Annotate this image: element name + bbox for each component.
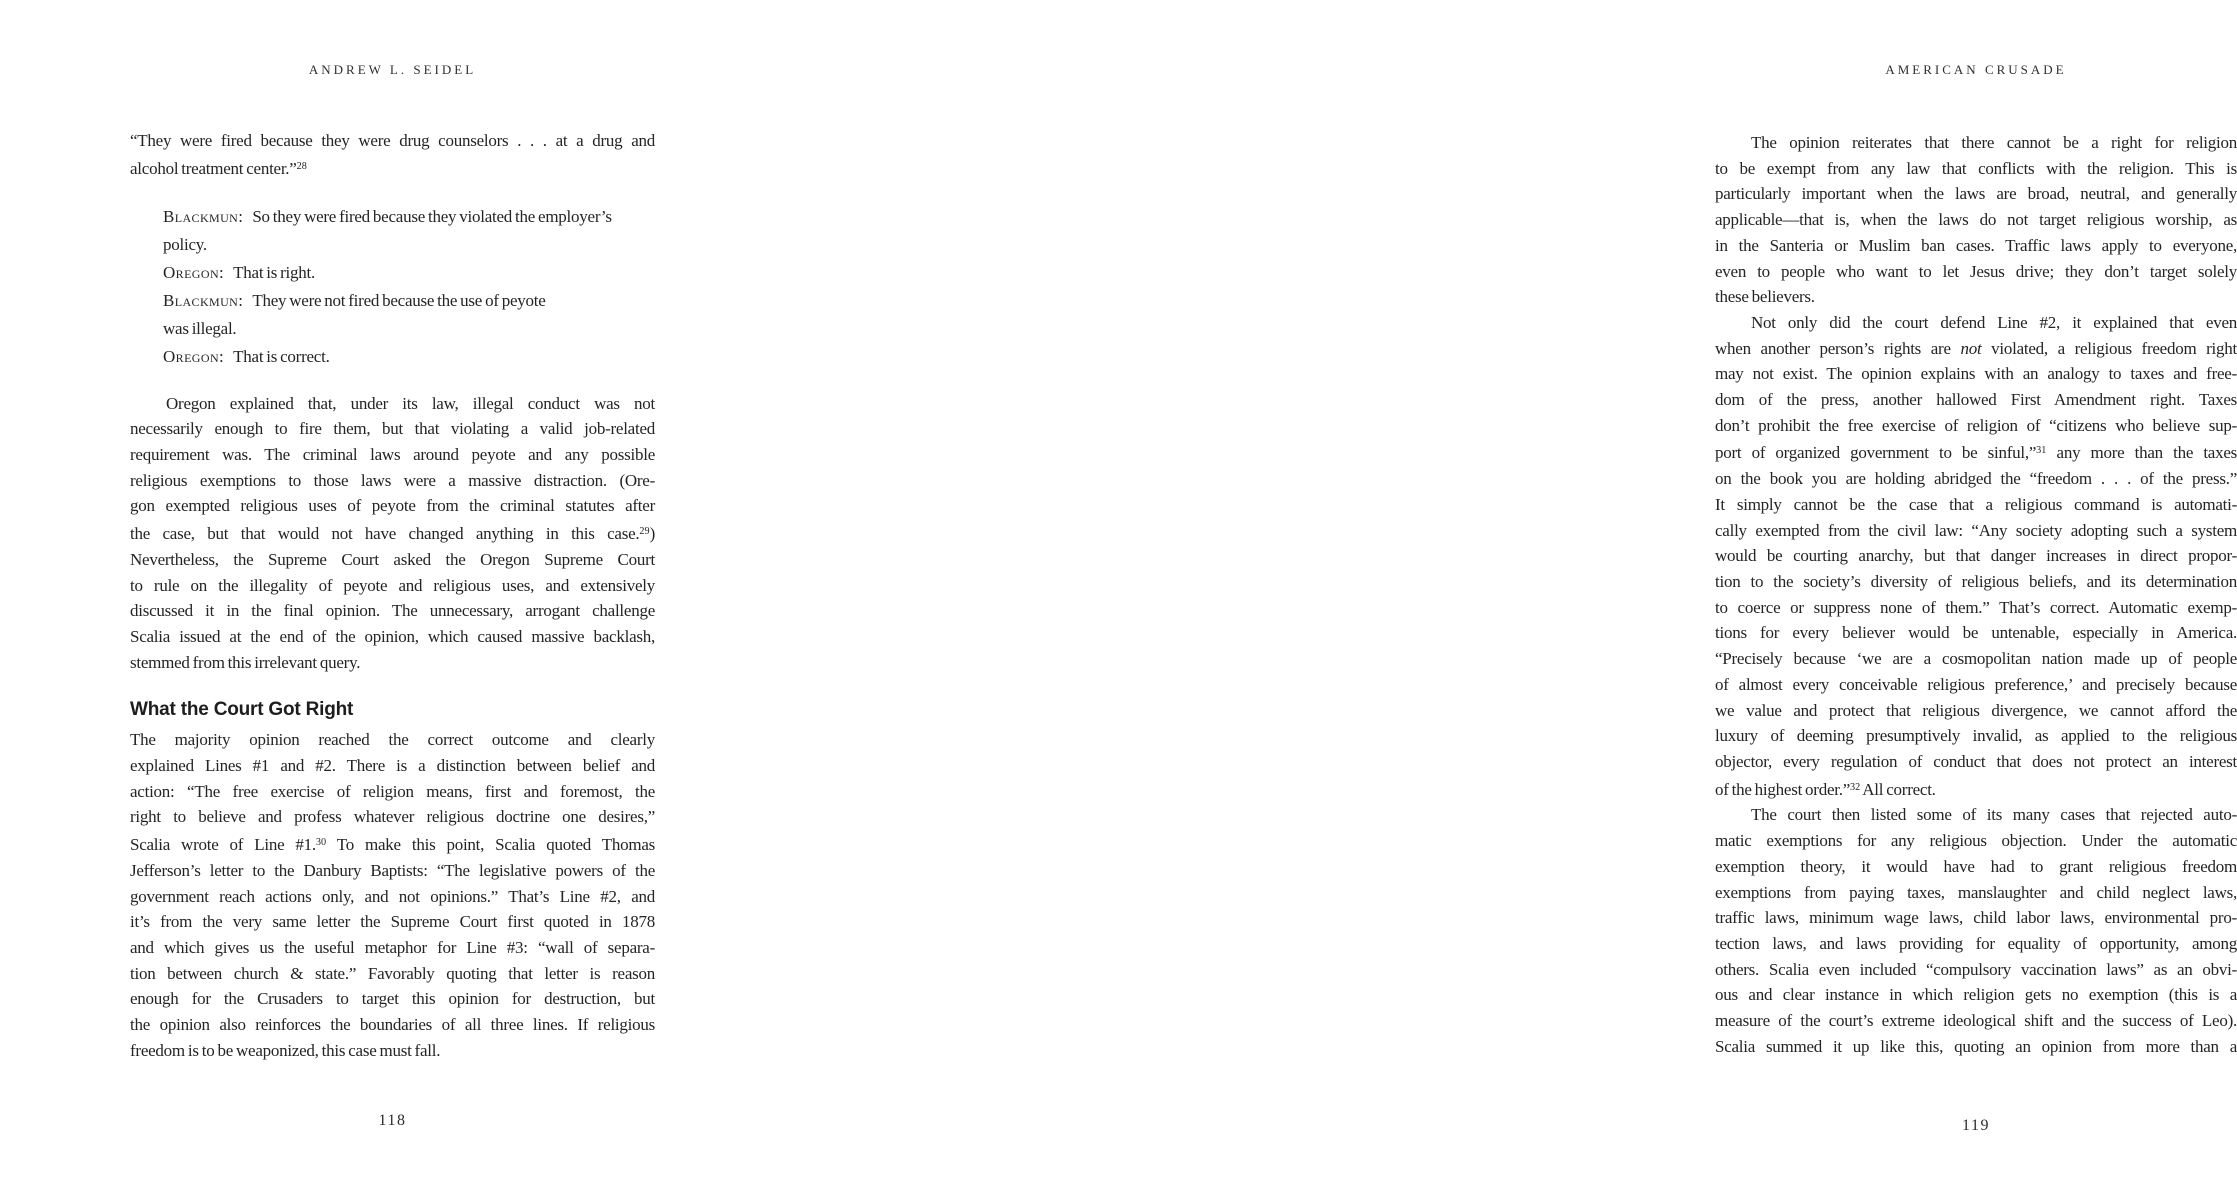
text-line xyxy=(1715,957,2237,983)
text-line xyxy=(130,727,655,753)
text-segment: It simply cannot be the case that a religious command is automati- xyxy=(1715,494,2237,514)
footnote-reference: 28 xyxy=(296,160,307,172)
page-number-right: 119 xyxy=(1962,1117,1990,1134)
text-segment: tion between church & state.” Favorably quoting that letter is reason xyxy=(130,963,655,983)
text-segment: tions for every believer would be untenable, especially in America. xyxy=(1715,623,2237,643)
text-line xyxy=(1715,284,2237,310)
text-line xyxy=(1715,749,2237,775)
text-line xyxy=(130,909,655,935)
speaker-name: Blackmun: xyxy=(163,290,244,310)
speaker-name: Oregon: xyxy=(163,346,225,366)
page-left-body xyxy=(130,128,655,1064)
footnote-reference: 30 xyxy=(315,837,327,849)
paragraph xyxy=(1715,130,2237,310)
text-line xyxy=(1715,775,2237,803)
text-segment: the opinion also reinforces the boundaries of all three lines. If religious xyxy=(130,1015,655,1035)
text-segment: enough for the Crusaders to target this opinion for destruction, but xyxy=(130,989,655,1009)
text-line xyxy=(1715,233,2237,259)
text-line xyxy=(1715,620,2237,646)
footnote-reference: 29 xyxy=(639,526,650,538)
text-line xyxy=(1715,905,2237,931)
text-line xyxy=(130,961,655,987)
text-line xyxy=(1715,982,2237,1008)
text-segment: tion to the society’s diversity of religious beliefs, and its determination xyxy=(1715,572,2237,592)
page-number-left: 118 xyxy=(378,1112,407,1129)
text-line xyxy=(130,804,655,830)
text-segment: The court then listed some of its many cases that rejected auto- xyxy=(1751,805,2237,825)
text-line xyxy=(130,573,655,599)
text-line xyxy=(163,259,655,287)
text-segment: stemmed from this irrelevant query. xyxy=(130,652,361,672)
text-segment: particularly important when the laws are broad, neutral, and generally xyxy=(1715,184,2237,204)
text-line xyxy=(1715,387,2237,413)
text-segment: So they were fired because they violated the employer’s xyxy=(252,206,612,226)
text-line xyxy=(130,1012,655,1038)
text-line xyxy=(163,287,655,315)
text-line xyxy=(130,154,655,182)
text-segment: even to people who want to let Jesus drive; they don’t target solely xyxy=(1715,261,2237,281)
text-segment: To make this point, Scalia quoted Thomas xyxy=(326,835,655,855)
text-line xyxy=(130,858,655,884)
text-segment: in the Santeria or Muslim ban cases. Traffic laws apply to everyone, xyxy=(1715,235,2237,255)
running-head-author: ANDREW L. SEIDEL xyxy=(308,62,477,77)
text-segment: government reach actions only, and not opinions.” That’s Line #2, and xyxy=(130,886,655,906)
text-line xyxy=(1715,802,2237,828)
text-line xyxy=(1715,931,2237,957)
text-segment: may not exist. The opinion explains with an analogy to taxes and free- xyxy=(1715,364,2237,384)
text-line xyxy=(1715,1008,2237,1034)
speaker-name: Blackmun: xyxy=(163,206,244,226)
text-segment: explained Lines #1 and #2. There is a distinction between belief and xyxy=(130,756,655,776)
text-segment: right to believe and profess whatever religious doctrine one desires,” xyxy=(130,807,655,827)
text-line xyxy=(1715,698,2237,724)
text-segment: Nevertheless, the Supreme Court asked the Oregon Supreme Court xyxy=(130,549,655,569)
text-segment: Oregon explained that, under its law, illegal conduct was not xyxy=(166,393,655,413)
text-segment: The majority opinion reached the correct outcome and clearly xyxy=(130,730,655,750)
text-line xyxy=(1715,880,2237,906)
text-line xyxy=(130,468,655,494)
text-line xyxy=(1715,672,2237,698)
text-line xyxy=(1715,854,2237,880)
text-line xyxy=(1715,156,2237,182)
paragraph xyxy=(130,128,655,182)
text-line xyxy=(1715,569,2237,595)
text-segment: we value and protect that religious divergence, we cannot afford the xyxy=(1715,700,2237,720)
text-line xyxy=(130,598,655,624)
text-segment: dom of the press, another hallowed First Amendment right. Taxes xyxy=(1715,390,2237,410)
text-segment: and which gives us the useful metaphor for Line #3: “wall of separa- xyxy=(130,938,655,958)
page-left xyxy=(0,0,800,1200)
text-line xyxy=(1715,466,2237,492)
paragraph xyxy=(1715,802,2237,1059)
text-line xyxy=(130,391,655,417)
text-line xyxy=(130,1038,655,1064)
text-line xyxy=(130,986,655,1012)
text-segment: gon exempted religious uses of peyote from the criminal statutes after xyxy=(130,496,655,516)
text-segment: cally exempted from the civil law: “Any society adopting such a system xyxy=(1715,520,2237,540)
text-segment: traffic laws, minimum wage laws, child labor laws, environmental pro- xyxy=(1715,908,2237,928)
text-segment: measure of the court’s extreme ideological shift and the success of Leo). xyxy=(1715,1011,2237,1031)
text-segment: on the book you are holding abridged the “freedom . . . of the press.” xyxy=(1715,469,2237,489)
text-line xyxy=(130,519,655,547)
text-segment: action: “The free exercise of religion means, first and foremost, the xyxy=(130,781,655,801)
text-segment: objector, every regulation of conduct that does not protect an interest xyxy=(1715,751,2237,771)
text-line xyxy=(1715,336,2237,362)
text-segment: “Precisely because ‘we are a cosmopolitan nation made up of people xyxy=(1715,649,2237,669)
text-segment: ous and clear instance in which religion gets no exemption (this is a xyxy=(1715,985,2237,1005)
text-line xyxy=(1715,723,2237,749)
text-line xyxy=(1715,828,2237,854)
text-segment: applicable—that is, when the laws do not target religious worship, as xyxy=(1715,210,2237,230)
text-line xyxy=(130,442,655,468)
text-line xyxy=(1715,492,2237,518)
text-line xyxy=(130,650,655,676)
text-segment: luxury of deeming presumptively invalid, as applied to the religious xyxy=(1715,726,2237,746)
text-segment: tection laws, and laws providing for equality of opportunity, among xyxy=(1715,933,2237,953)
text-line xyxy=(130,830,655,858)
text-line xyxy=(163,343,655,371)
text-line xyxy=(1715,310,2237,336)
text-segment: freedom is to be weaponized, this case must fall. xyxy=(130,1040,441,1060)
text-segment: All correct. xyxy=(1860,779,1936,799)
text-line xyxy=(130,935,655,961)
text-segment: ) xyxy=(649,524,655,544)
text-segment: They were not fired because the use of peyote xyxy=(252,290,546,310)
text-segment: That is correct. xyxy=(233,346,330,366)
text-segment: when another person’s rights are xyxy=(1715,338,1961,358)
text-segment: Jefferson’s letter to the Danbury Baptists: “The legislative powers of the xyxy=(130,860,655,880)
text-line xyxy=(1715,646,2237,672)
paragraph xyxy=(130,727,655,1063)
page-right xyxy=(800,0,2237,1200)
footnote-reference: 32 xyxy=(1850,781,1861,793)
text-segment: don’t prohibit the free exercise of religion of “citizens who believe sup- xyxy=(1715,415,2237,435)
text-line xyxy=(163,315,655,343)
text-segment: matic exemptions for any religious objection. Under the automatic xyxy=(1715,831,2237,851)
text-line xyxy=(1715,130,2237,156)
text-segment: alcohol treatment center.” xyxy=(130,158,297,178)
text-segment: That is right. xyxy=(233,262,315,282)
text-segment: would be courting anarchy, but that danger increases in direct propor- xyxy=(1715,546,2237,566)
text-segment: to rule on the illegality of peyote and religious uses, and extensively xyxy=(130,575,655,595)
text-line xyxy=(130,416,655,442)
text-line xyxy=(1715,1034,2237,1060)
running-head-title: AMERICAN CRUSADE xyxy=(1885,62,2067,77)
text-segment: exemptions from paying taxes, manslaughter and child neglect laws, xyxy=(1715,882,2237,902)
text-line xyxy=(1715,207,2237,233)
text-line xyxy=(130,128,655,154)
text-segment: Scalia wrote of Line #1. xyxy=(130,835,316,855)
text-line xyxy=(1715,361,2237,387)
text-line xyxy=(1715,181,2237,207)
text-segment: of almost every conceivable religious preference,’ and precisely because xyxy=(1715,674,2237,694)
text-segment: the case, but that would not have changed anything in this case. xyxy=(130,524,640,544)
text-segment: was illegal. xyxy=(163,318,237,338)
text-segment: these believers. xyxy=(1715,287,1815,307)
text-segment: Not only did the court defend Line #2, it explained that even xyxy=(1751,312,2237,332)
text-line xyxy=(130,547,655,573)
text-segment: policy. xyxy=(163,234,207,254)
text-line xyxy=(1715,438,2237,466)
text-segment: Scalia summed it up like this, quoting an opinion from more than a xyxy=(1715,1036,2237,1056)
text-segment: port of organized government to be sinful,” xyxy=(1715,443,2037,463)
text-segment: to be exempt from any law that conflicts with the religion. This is xyxy=(1715,158,2237,178)
text-segment: “They were fired because they were drug counselors . . . at a drug and xyxy=(130,131,655,150)
text-line xyxy=(1715,518,2237,544)
text-line xyxy=(163,231,655,259)
text-line xyxy=(1715,259,2237,285)
text-segment: violated, a religious freedom right xyxy=(1981,338,2237,358)
text-line xyxy=(130,493,655,519)
page-right-body xyxy=(1715,130,2237,1060)
text-line xyxy=(1715,595,2237,621)
text-segment: Scalia issued at the end of the opinion, which caused massive backlash, xyxy=(130,626,655,646)
speaker-name: Oregon: xyxy=(163,262,225,282)
text-segment: others. Scalia even included “compulsory vaccination laws” as an obvi- xyxy=(1715,959,2237,979)
text-line xyxy=(1715,543,2237,569)
section-heading: What the Court Got Right xyxy=(130,699,354,721)
text-line xyxy=(130,884,655,910)
text-line xyxy=(163,203,655,231)
text-segment: requirement was. The criminal laws around peyote and any possible xyxy=(130,444,655,464)
text-line xyxy=(130,779,655,805)
footnote-reference: 31 xyxy=(2036,445,2047,457)
text-line xyxy=(130,624,655,650)
text-segment: to coerce or suppress none of them.” That’s correct. Automatic exemp- xyxy=(1715,597,2237,617)
text-segment: it’s from the very same letter the Supreme Court first quoted in 1878 xyxy=(130,912,655,932)
paragraph xyxy=(130,391,655,676)
text-segment: discussed it in the final opinion. The unnecessary, arrogant challenge xyxy=(130,601,655,621)
text-segment: The opinion reiterates that there cannot be a right for religion xyxy=(1751,133,2237,152)
text-segment: any more than the taxes xyxy=(2046,443,2237,463)
text-line xyxy=(130,753,655,779)
paragraph xyxy=(1715,310,2237,803)
text-segment: necessarily enough to fire them, but that violating a valid job-related xyxy=(130,419,655,439)
text-segment: exemption theory, it would have had to grant religious freedom xyxy=(1715,856,2237,876)
dialogue-block xyxy=(163,203,655,371)
text-line xyxy=(1715,413,2237,439)
emphasis-text: not xyxy=(1960,338,1982,358)
text-segment: of the highest order.” xyxy=(1715,779,1851,799)
text-segment: religious exemptions to those laws were a massive distraction. (Ore- xyxy=(130,470,655,490)
